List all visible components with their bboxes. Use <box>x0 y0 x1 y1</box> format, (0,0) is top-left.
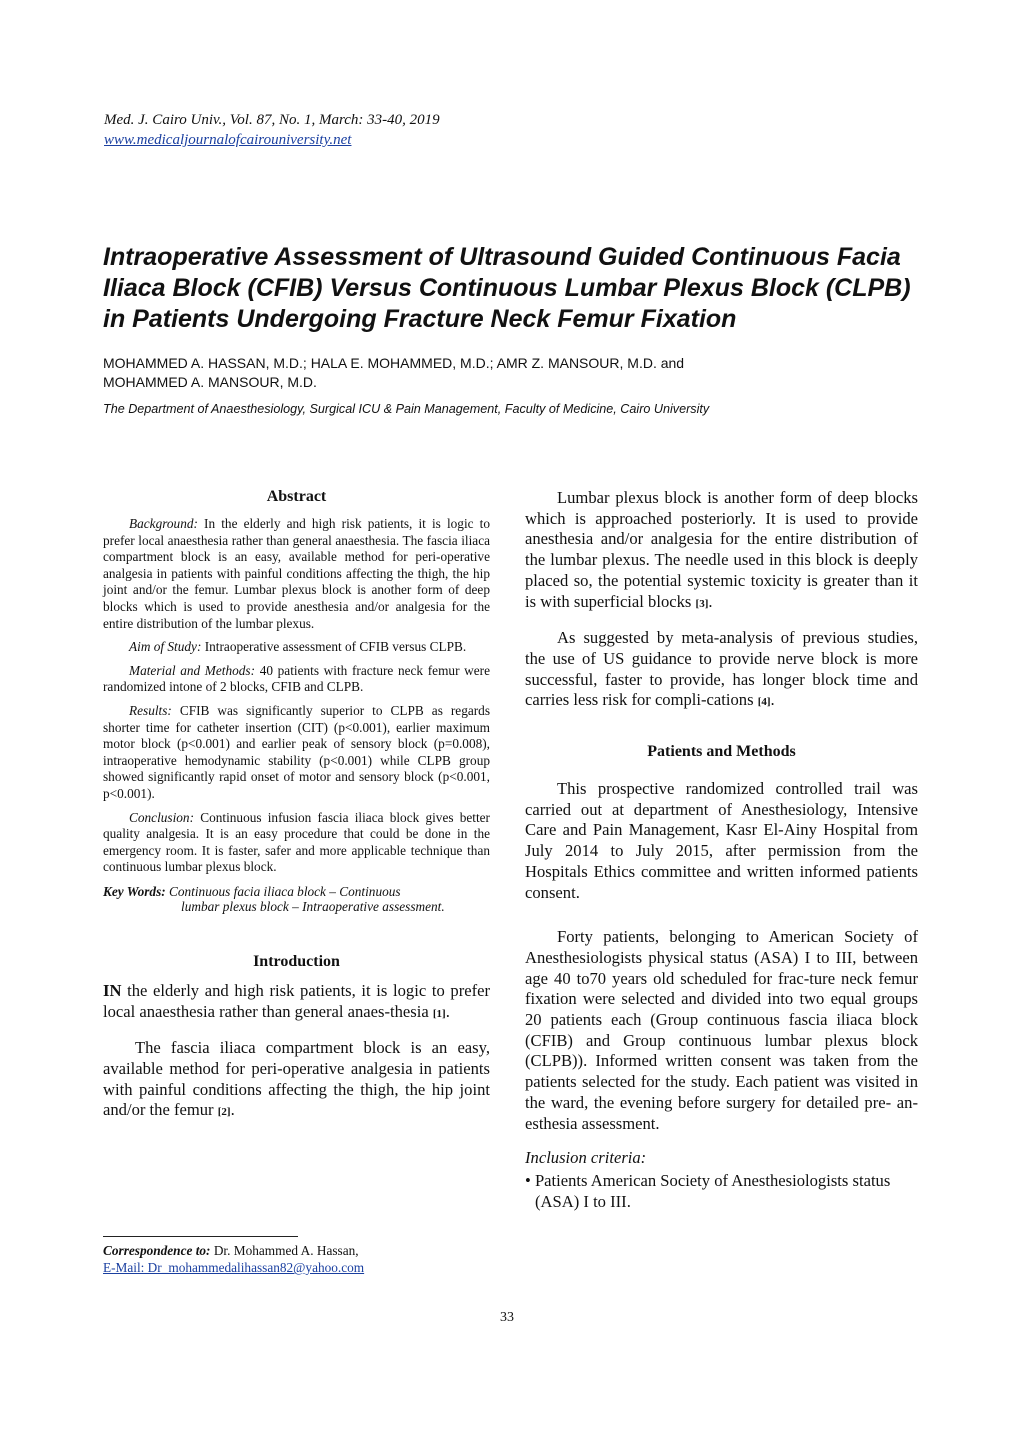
intro-paragraph-2: The fascia iliaca compartment block is an easy, available method for peri-operative analgesia in patients with painful conditions affecting the thigh, the hip joint and/or the femur [2]. <box>103 1038 490 1120</box>
right-paragraph-1: Lumbar plexus block is another form of deep blocks which is approached posteriorly. It is used to provide anesthesia and/or analgesia for the entire distribution of the lumbar plexus. The needle used in this block is deeply placed so, the potential systemic toxicity is greater than it is with superficial blocks [3]. <box>525 488 918 611</box>
abstract-body <box>103 516 490 876</box>
aim-text: Intraoperative assessment of CFIB versus CLPB. <box>204 639 467 655</box>
aim-label: Aim of Study: <box>129 639 202 655</box>
abstract-results <box>103 703 490 803</box>
page-number: 33 <box>500 1310 514 1325</box>
right-paragraph-4 <box>525 927 918 1134</box>
article-title <box>103 242 918 335</box>
correspondence-label: Correspondence to: <box>103 1243 211 1258</box>
right-p2-text: As suggested by meta-analysis of previous studies, the use of US guidance to provide nerve block is more successful, faster to provide, has longer block time and carries less risk for compli-cations <box>525 628 918 710</box>
left-column <box>103 488 490 1123</box>
title-line-3: in Patients Undergoing Fracture Neck Femur Fixation <box>103 305 737 333</box>
right-p1-text: Lumbar plexus block is another form of deep blocks which is approached posteriorly. It is used to provide anesthesia and/or analgesia for the entire distribution of the lumbar plexus. The needle used in this block is deeply placed so, the potential systemic toxicity is greater than it is with superficial blocks <box>525 488 918 611</box>
authors-line-2: MOHAMMED A. MANSOUR, M.D. <box>103 374 317 390</box>
right-ref-4: [4] <box>757 696 771 709</box>
affiliation: The Department of Anaesthesiology, Surgical ICU & Pain Management, Faculty of Medicine, Cairo University <box>103 402 710 416</box>
background-text: In the elderly and high risk patients, it is logic to prefer local anaesthesia rather than general anaesthesia. The fascia iliaca compartment block is an easy, available method for peri-operative analgesia in patients with painful conditions affecting the thigh, the hip joint and/or the femur. Lumbar plexus block is another form of deep blocks which is used to provide anesthesia and/or analgesia for the entire distribution of the lumbar plexus. <box>103 516 490 631</box>
footnote-divider <box>103 1236 298 1237</box>
authors-line-1: MOHAMMED A. HASSAN, M.D.; HALA E. MOHAMMED, M.D.; AMR Z. MANSOUR, M.D. and <box>103 355 685 371</box>
abstract-heading: Abstract <box>266 488 327 505</box>
conclusion-label: Conclusion: <box>129 809 195 825</box>
correspondence-name: Dr. Mohammed A. Hassan, <box>213 1243 359 1258</box>
intro-ref-1: [1] <box>432 1007 446 1020</box>
title-line-1: Intraoperative Assessment of Ultrasound Guided Continuous Facia <box>103 243 901 271</box>
journal-citation: Med. J. Cairo Univ., Vol. 87, No. 1, March: 33-40, 2019 <box>104 112 440 128</box>
right-body-upper <box>525 488 918 713</box>
right-p4-text: Forty patients, belonging to American Society of Anesthesiologists physical status (ASA) I to III, between age 40 to70 years old scheduled for frac-ture neck femur fixation were selected and divided into two equal groups 20 patients each (Group continuous fascia iliaca block (CFIB) and Group continuous lumbar plexus block (CLPB)). Informed written consent was taken from the patients selected for the study. Each patient was visited in the ward, the evening before surgery for detailed pre- an-esthesia assessment. <box>525 927 918 1133</box>
right-paragraph-2: As suggested by meta-analysis of previous studies, the use of US guidance to provide nerve block is more successful, faster to provide, has longer block time and carries less risk for compli-cations [4]. <box>525 628 918 710</box>
keywords <box>103 884 490 915</box>
methods-label: Material and Methods: <box>129 662 256 678</box>
journal-header <box>104 110 440 150</box>
right-p3-text: This prospective randomized controlled trail was carried out at department of Anesthesiology, Intensive Care and Pain Management, Kasr El-Ainy Hospital from July 2014 to July 2015, after permission from the Hospitals Ethics committee and written informed patients consent. <box>525 779 918 902</box>
abstract-methods <box>103 663 490 696</box>
journal-url-link[interactable]: www.medicaljournalofcairouniversity.net <box>104 132 352 148</box>
right-column <box>525 488 918 1212</box>
correspondence-footnote <box>103 1242 364 1276</box>
inclusion-item: • Patients American Society of Anesthesiologists status (ASA) I to III. <box>525 1170 891 1211</box>
keywords-label: Key Words: <box>103 883 166 899</box>
right-ref-3: [3] <box>695 597 709 610</box>
methods-text: 40 patients with fracture neck femur were randomized intone of 2 blocks, CFIB and CLPB. <box>103 662 490 695</box>
intro-lead: IN <box>103 980 122 1000</box>
conclusion-text: Continuous infusion fascia iliaca block gives better quality analgesia. It is an easy procedure that could be done in the emergency room. It is faster, safer and more applicable technique than continuous lumbar plexus block. <box>103 809 490 875</box>
introduction-heading: Introduction <box>253 952 340 970</box>
intro-ref-2: [2] <box>217 1106 231 1119</box>
introduction-body <box>103 981 490 1123</box>
abstract-background <box>103 516 490 632</box>
background-label: Background: <box>129 516 198 531</box>
author-list <box>103 354 923 392</box>
results-label: Results: <box>129 702 172 718</box>
keywords-line-2: lumbar plexus block – Intraoperative assessment. <box>181 899 445 915</box>
abstract-conclusion <box>103 810 490 876</box>
intro-paragraph-1: IN the elderly and high risk patients, it is logic to prefer local anaesthesia rather than general anaes-thesia [1]. <box>103 980 490 1021</box>
title-line-2: Iliaca Block (CFIB) Versus Continuous Lumbar Plexus Block (CLPB) <box>103 274 911 302</box>
correspondence-email-link[interactable]: E-Mail: Dr_mohammedalihassan82@yahoo.com <box>103 1260 365 1275</box>
inclusion-heading: Inclusion criteria: <box>525 1148 647 1168</box>
keywords-line-1: Continuous facia iliaca block – Continuous <box>169 883 401 899</box>
intro-p2-text: The fascia iliaca compartment block is an easy, available method for peri-operative analgesia in patients with painful conditions affecting the thigh, the hip joint and/or the femur <box>103 1038 490 1120</box>
right-body-lower <box>525 779 918 1212</box>
abstract-aim <box>103 639 490 656</box>
patients-methods-heading: Patients and Methods <box>647 743 796 761</box>
intro-p1-text: the elderly and high risk patients, it is logic to prefer local anaesthesia rather than general anaes-thesia <box>103 980 490 1021</box>
results-text: CFIB was significantly superior to CLPB as regards shorter time for catheter insertion (CIT) (p<0.001), earlier maximum motor block (p<0.001) and earlier peak of sensory block (p=0.008), intraoperative hemodynamic stability (p<0.001) while CLPB group showed significantly rapid onset of motor and sensory block (p<0.001, p<0.001). <box>103 702 491 801</box>
right-paragraph-3 <box>525 779 918 903</box>
